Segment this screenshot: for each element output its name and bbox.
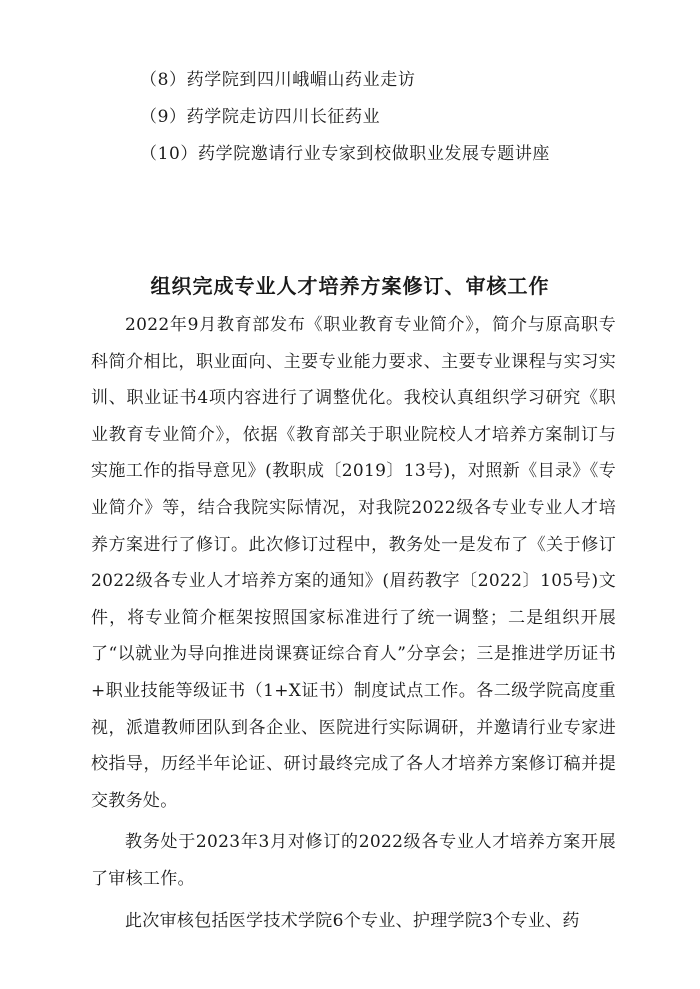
list-item: （10）药学院邀请行业专家到校做职业发展专题讲座 <box>140 144 551 164</box>
list-item: （8）药学院到四川峨嵋山药业走访 <box>140 70 416 90</box>
section-title: 组织完成专业人才培养方案修订、审核工作 <box>150 274 550 298</box>
paragraph: 2022年9月教育部发布《职业教育专业简介》，简介与原高职专科简介相比，职业面向、主要专业能力要求、主要专业课程与实习实训、职业证书4项内容进行了调整优化。我校认真组织学习研究《职业教育专业简介》，依据《教育部关于职业院校人才培养方案制订与实施工作的指导意见》(教职成〔2019〕13号)，对照新《目录》《专业简介》等，结合我院实际情况，对我院2022级各专业专业人才培养方案进行了修订。此次修订过程中，教务处一是发布了《关于修订2022级各专业人才培养方案的通知》(眉药教字〔2022〕105号)文件，将专业简介框架按照国家标准进行了统一调整；二是组织开展了“以就业为导向推进岗课赛证综合育人”分享会；三是推进学历证书+职业技能等级证书（1+X证书）制度试点工作。各二级学院高度重视，派遣教师团队到各企业、医院进行实际调研，并邀请行业专家进校指导，历经半年论证、研讨最终完成了各人才培养方案修订稿并提交教务处。 <box>91 315 616 811</box>
list-item: （9）药学院走访四川长征药业 <box>140 107 381 127</box>
activity-list <box>140 70 620 181</box>
body-text <box>91 307 616 944</box>
paragraph: 此次审核包括医学技术学院6个专业、护理学院3个专业、药 <box>125 910 580 931</box>
paragraph: 教务处于2023年3月对修订的2022级各专业人才培养方案开展了审核工作。 <box>91 832 616 889</box>
